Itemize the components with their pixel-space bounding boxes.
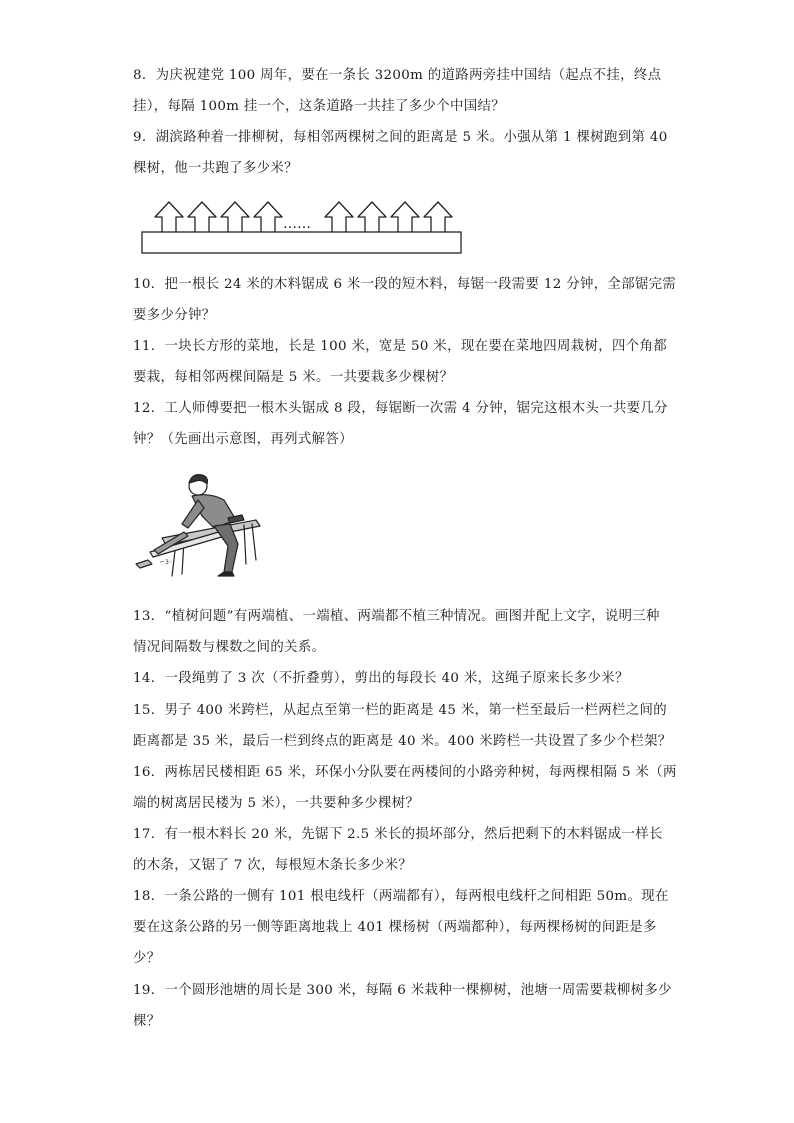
- tool-label: ⌐3◦: [160, 559, 173, 566]
- problem-17-line-2: 的木条，又锯了 7 次，每根短木条长多少米？: [133, 858, 413, 873]
- tree-arrow-icon: [254, 202, 282, 232]
- problem-12-line-1: 12．工人师傅要把一根木头锯成 8 段，每锯断一次需 4 分钟，锯完这根木头一共要几分: [133, 401, 668, 416]
- problem-12-line-2: 钟？（先画出示意图，再列式解答）: [133, 432, 353, 447]
- wood-block: [136, 560, 152, 568]
- problem-10-line-1: 10．把一根长 24 米的木料锯成 6 米一段的短木料，每锯一段需要 12 分钟，全部锯完需: [133, 277, 677, 292]
- problem-15-line-1: 15．男子 400 米跨栏，从起点至第一栏的距离是 45 米，第一栏至最后一栏两栏之间的: [133, 703, 667, 718]
- tree-arrow-icon: [424, 202, 452, 232]
- problem-13-line-1: 13．“植树问题”有两端植、一端植、两端都不植三种情况。画图并配上文字，说明三种: [133, 609, 660, 624]
- tree-ellipsis: ……: [283, 216, 311, 232]
- road-rectangle: [142, 232, 461, 253]
- problem-18-line-2: 要在这条公路的另一侧等距离地栽上 401 棵杨树（两端都种），每两棵杨树的间距是多: [133, 920, 657, 935]
- problem-9-line-2: 棵树，他一共跑了多少米？: [133, 161, 298, 176]
- tree-arrow-icon: [188, 202, 216, 232]
- problem-9-line-1: 9．湖滨路种着一排柳树，每相邻两棵树之间的距离是 5 米。小强从第 1 棵树跑到第 40: [133, 130, 668, 145]
- tree-row-figure: [138, 198, 468, 258]
- tree-arrow-icon: [358, 202, 386, 232]
- problem-19-line-1: 19．一个圆形池塘的周长是 300 米，每隔 6 米栽种一棵柳树，池塘一周需要栽柳树多少: [133, 983, 672, 998]
- problem-19-line-2: 棵？: [133, 1014, 161, 1029]
- problem-18-line-3: 少？: [133, 951, 161, 966]
- problem-17-line-1: 17．有一根木料长 20 米，先锯下 2.5 米长的损坏部分，然后把剩下的木料锯成一样长: [133, 827, 663, 842]
- problem-8-line-2: 挂），每隔 100m 挂一个，这条道路一共挂了多少个中国结？: [133, 99, 505, 114]
- problem-13-line-2: 情况间隔数与棵数之间的关系。: [133, 640, 326, 655]
- problem-18-line-1: 18．一条公路的一侧有 101 根电线杆（两端都有），每两根电线杆之间相距 50m。现在: [133, 889, 669, 904]
- problem-11-line-1: 11．一块长方形的菜地，长是 100 米，宽是 50 米，现在要在菜地四周栽树，四个角都: [133, 339, 667, 354]
- problem-16-line-1: 16．两栋居民楼相距 65 米，环保小分队要在两楼间的小路旁种树，每两棵相隔 5 米（两: [133, 765, 677, 780]
- tree-arrow-icon: [325, 202, 353, 232]
- problem-11-line-2: 要栽，每相邻两棵间隔是 5 米。一共要栽多少棵树？: [133, 370, 454, 385]
- problem-10-line-2: 要多少分钟？: [133, 308, 216, 323]
- tree-arrow-icon: [155, 202, 183, 232]
- worker-sawing-illustration: [132, 468, 266, 584]
- tree-arrow-icon: [391, 202, 419, 232]
- tree-arrow-icon: [221, 202, 249, 232]
- problem-16-line-2: 端的树离居民楼为 5 米），一共要种多少棵树？: [133, 796, 420, 811]
- problem-14-line-1: 14．一段绳剪了 3 次（不折叠剪），剪出的每段长 40 米，这绳子原来长多少米？: [133, 671, 629, 686]
- problem-8-line-1: 8．为庆祝建党 100 周年，要在一条长 3200m 的道路两旁挂中国结（起点不挂，终点: [133, 68, 662, 83]
- problem-15-line-2: 距离都是 35 米，最后一栏到终点的距离是 40 米。400 米跨栏一共设置了多少个栏架？: [133, 734, 672, 749]
